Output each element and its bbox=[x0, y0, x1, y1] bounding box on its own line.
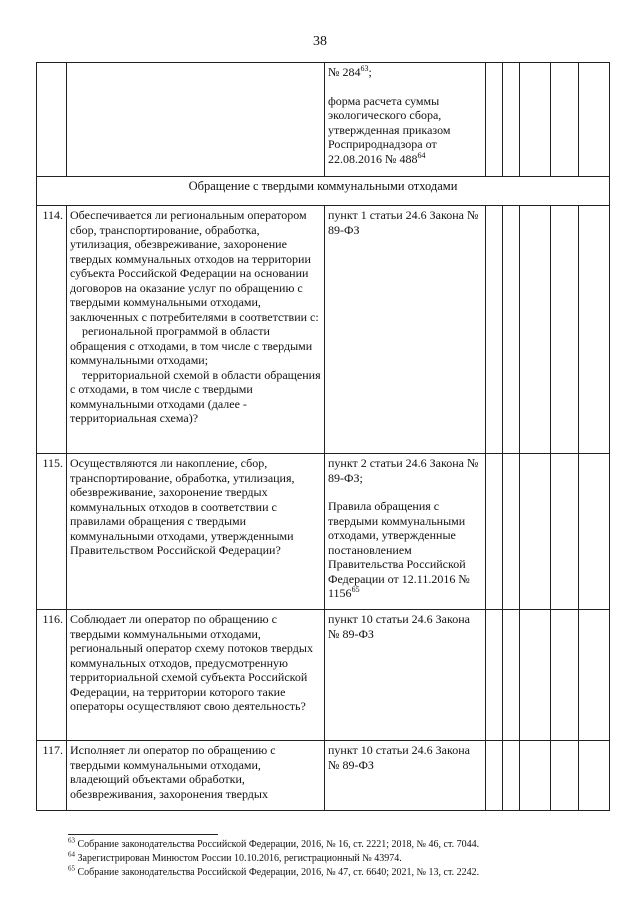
answer-cell bbox=[503, 741, 520, 811]
question-text: Осуществляются ли накопление, сбор, транспортирование, обработка, утилизация, обезвреживание, захоронение твердых коммунальных отходов в соответствии с правилами обращения с твердыми коммунальными отходами, утвержденными Правительством Российской Федерации? bbox=[67, 454, 325, 610]
table-row bbox=[37, 454, 610, 610]
table-row bbox=[37, 741, 610, 811]
answer-cell bbox=[579, 454, 610, 610]
footnote-separator bbox=[68, 834, 218, 835]
answer-cell bbox=[503, 454, 520, 610]
ref-text: форма расчета суммы экологического сбора, утвержденная приказом Росприроднадзора от 22.08.2016 № 488 bbox=[328, 93, 451, 166]
footnote-text: Собрание законодательства Российской Федерации, 2016, № 47, ст. 6640; 2021, № 13, ст. 2242. bbox=[77, 867, 480, 878]
table-row bbox=[37, 63, 610, 177]
footnote-mark: 63 bbox=[68, 836, 75, 845]
footnote-mark: 64 bbox=[68, 850, 75, 859]
question-text: Обеспечивается ли региональным оператором сбор, транспортирование, обработка, утилизация, обезвреживание, захоронение твердых коммунальных отходов на территории субъекта Российской Федерации на основании договоров на оказание услуг по обращению с твердыми коммунальными отходами, заключенных с потребителями в соответствии с: bbox=[70, 208, 319, 324]
answer-cell bbox=[503, 610, 520, 741]
row-number-cell bbox=[37, 63, 67, 177]
table-row bbox=[37, 610, 610, 741]
answer-cell bbox=[520, 63, 551, 177]
question-item: региональной программой в области обращения с отходами, в том числе с твердыми коммунальными отходами; bbox=[70, 324, 313, 367]
footnote-mark: 65 bbox=[68, 864, 75, 873]
answer-cell bbox=[551, 610, 579, 741]
answer-cell bbox=[520, 610, 551, 741]
question-cell bbox=[67, 63, 325, 177]
page-number: 38 bbox=[313, 34, 327, 49]
question-text: Соблюдает ли оператор по обращению с твердыми коммунальными отходами, региональный оператор схему потоков твердых коммунальных отходов, предусмотренную территориальной схемой субъекта Российской Федерации, на территории которого такие операторы осуществляют свою деятельность? bbox=[67, 610, 325, 741]
reference-text: пункт 10 статьи 24.6 Закона № 89-ФЗ bbox=[325, 610, 486, 741]
requirements-table bbox=[36, 62, 610, 811]
footnote-text: Собрание законодательства Российской Федерации, 2016, № 16, ст. 2221; 2018, № 46, ст. 7044. bbox=[77, 839, 480, 850]
question-cell bbox=[67, 206, 325, 454]
row-number: 117. bbox=[37, 741, 67, 811]
reference-cell bbox=[325, 454, 486, 610]
footnote-text: Зарегистрирован Минюстом России 10.10.2016, регистрационный № 43974. bbox=[77, 853, 402, 864]
answer-cell bbox=[520, 741, 551, 811]
answer-cell bbox=[486, 610, 503, 741]
footnote-mark: 65 bbox=[351, 585, 360, 594]
answer-cell bbox=[551, 741, 579, 811]
answer-cell bbox=[551, 63, 579, 177]
row-number: 115. bbox=[37, 454, 67, 610]
ref-text: ; bbox=[368, 65, 372, 79]
answer-cell bbox=[503, 63, 520, 177]
reference-text: пункт 10 статьи 24.6 Закона № 89-ФЗ bbox=[325, 741, 486, 811]
section-title: Обращение с твердыми коммунальными отходами bbox=[37, 177, 610, 206]
answer-cell bbox=[486, 206, 503, 454]
row-number: 116. bbox=[37, 610, 67, 741]
answer-cell bbox=[520, 454, 551, 610]
ref-text: Правила обращения с твердыми коммунальными отходами, утвержденные постановлением Правительства Российской Федерации от 12.11.2016 № 1156 bbox=[328, 499, 470, 600]
section-row bbox=[37, 177, 610, 206]
reference-cell bbox=[325, 63, 486, 177]
question-item: территориальной схемой в области обращения с отходами, в том числе с твердыми коммунальными отходами (далее - территориальная схема)? bbox=[70, 367, 321, 425]
answer-cell bbox=[486, 741, 503, 811]
answer-cell bbox=[579, 206, 610, 454]
answer-cell bbox=[579, 63, 610, 177]
question-text: Исполняет ли оператор по обращению с твердыми коммунальными отходами, владеющий объектами обработки, обезвреживания, захоронения твердых bbox=[67, 741, 325, 811]
footnote-mark: 63 bbox=[360, 64, 369, 73]
footnotes bbox=[68, 838, 608, 880]
footnote bbox=[68, 852, 608, 866]
answer-cell bbox=[579, 741, 610, 811]
answer-cell bbox=[551, 454, 579, 610]
answer-cell bbox=[520, 206, 551, 454]
answer-cell bbox=[486, 63, 503, 177]
answer-cell bbox=[503, 206, 520, 454]
reference-text: пункт 1 статьи 24.6 Закона № 89-ФЗ bbox=[325, 206, 486, 454]
row-number: 114. bbox=[37, 206, 67, 454]
answer-cell bbox=[486, 454, 503, 610]
answer-cell bbox=[551, 206, 579, 454]
table-row bbox=[37, 206, 610, 454]
footnote bbox=[68, 838, 608, 852]
ref-text: пункт 2 статьи 24.6 Закона № 89-ФЗ; bbox=[328, 456, 479, 485]
footnote-mark: 64 bbox=[417, 150, 426, 160]
ref-text: № 284 bbox=[328, 65, 361, 79]
footnote bbox=[68, 866, 608, 880]
answer-cell bbox=[579, 610, 610, 741]
